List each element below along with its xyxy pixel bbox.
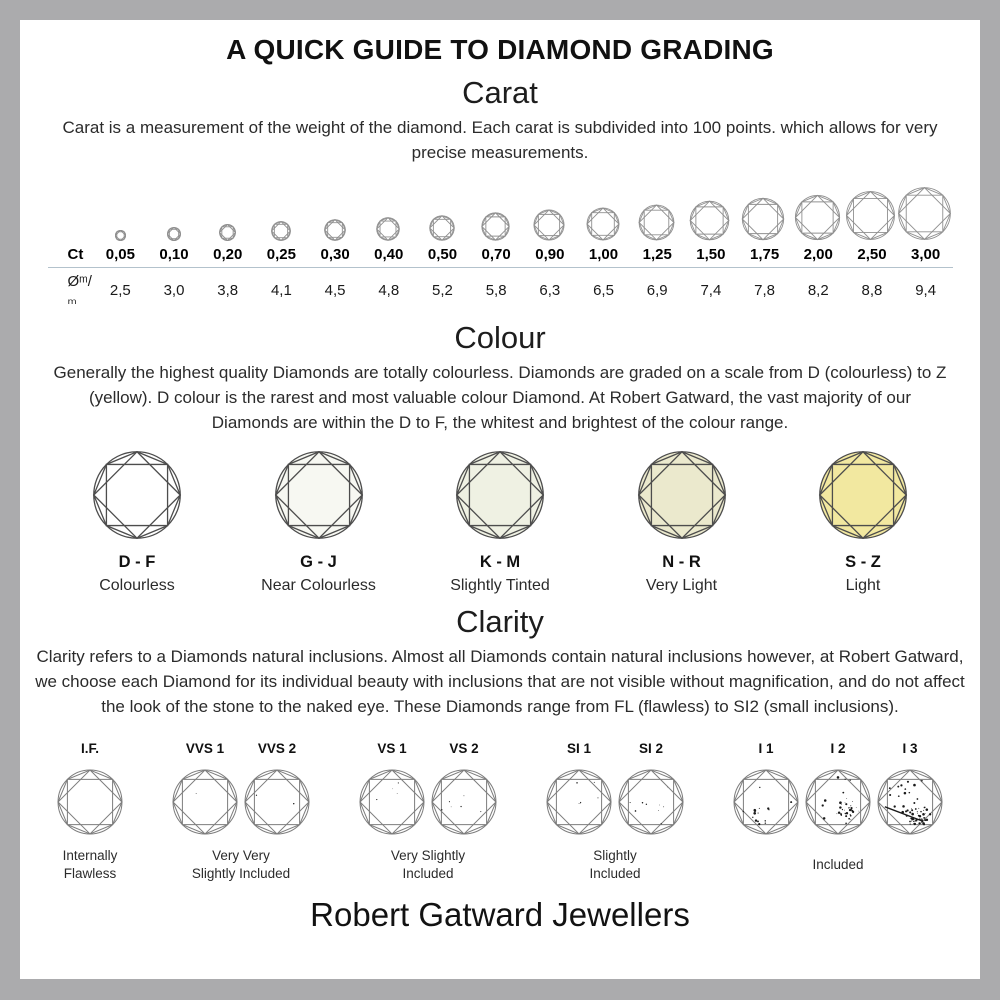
carat-size-row <box>48 183 953 241</box>
diameter-value: 3,8 <box>217 282 239 299</box>
diamond-size-icon <box>533 209 565 241</box>
carat-size-diamond <box>94 183 148 241</box>
diameter-value: 8,8 <box>861 282 883 299</box>
carat-value: 1,50 <box>696 246 726 263</box>
diamond-colour-icon <box>273 449 365 541</box>
diameter-value: 7,8 <box>754 282 776 299</box>
diamond-size-icon <box>115 230 126 241</box>
diamond-size-icon <box>167 227 181 241</box>
diameter-value: 5,8 <box>485 282 507 299</box>
diamond-clarity-icon <box>732 768 800 836</box>
carat-value: 2,50 <box>857 246 887 263</box>
clarity-group <box>56 741 124 884</box>
colour-grade-range: K - M <box>479 553 521 571</box>
carat-size-diamond <box>576 183 630 241</box>
carat-section <box>20 75 980 311</box>
clarity-group <box>358 741 498 884</box>
carat-value: 0,40 <box>374 246 404 263</box>
colour-grades-row <box>58 449 942 595</box>
clarity-group <box>545 741 685 884</box>
colour-grade-name: Light <box>845 577 881 594</box>
poster-content <box>20 20 980 979</box>
colour-grade-range: D - F <box>118 553 156 571</box>
colour-grade-range: G - J <box>300 553 337 571</box>
carat-value: 3,00 <box>911 246 941 263</box>
carat-value: 1,25 <box>642 246 672 263</box>
carat-value: 0,05 <box>105 246 135 263</box>
carat-row-label-ct: Ct <box>67 246 84 263</box>
colour-grade <box>603 449 761 595</box>
clarity-grade-description: Very Slightly Included <box>390 848 466 881</box>
diamond-size-icon <box>586 207 620 241</box>
clarity-grade-label: VS 1 <box>377 741 407 756</box>
diamond-size-icon <box>741 197 785 241</box>
diamond-clarity-icon <box>56 768 124 836</box>
carat-size-diamond <box>629 183 683 241</box>
page-title: A QUICK GUIDE TO DIAMOND GRADING <box>226 34 774 65</box>
carat-size-diamond <box>737 183 791 241</box>
clarity-description: Clarity refers to a Diamonds natural inclusions. Almost all Diamonds contain natural inclusions however, at Robert Gatward, we choose each Diamond for its individual beauty with inclusions that are not visible without magnification, and do not affect the look of the stone to the naked eye. These Diamonds range from FL (flawless) to SI2 (small inclusions). <box>35 647 965 716</box>
clarity-group <box>171 741 311 884</box>
clarity-grade-description: Internally Flawless <box>62 848 118 881</box>
diameter-value: 4,8 <box>378 282 400 299</box>
clarity-grade-label: VVS 1 <box>185 741 225 756</box>
carat-size-diamond <box>897 183 952 241</box>
diamond-size-icon <box>794 194 841 241</box>
diamond-size-icon <box>376 217 400 241</box>
diamond-colour-icon <box>454 449 546 541</box>
brand-footer: Robert Gatward Jewellers <box>310 896 690 933</box>
clarity-grade-description: Slightly Included <box>589 848 641 881</box>
diamond-size-icon <box>429 215 455 241</box>
diamond-clarity-icon <box>430 768 498 836</box>
clarity-group <box>732 741 944 884</box>
carat-value: 1,75 <box>749 246 780 263</box>
diamond-clarity-icon <box>876 768 944 836</box>
colour-section <box>20 320 980 595</box>
diamond-size-icon <box>845 190 896 241</box>
colour-grade <box>240 449 398 595</box>
carat-value: 0,10 <box>159 246 189 263</box>
clarity-grade <box>243 741 311 836</box>
colour-grade-name: Colourless <box>99 577 175 594</box>
clarity-grade <box>876 741 944 836</box>
diamond-clarity-icon <box>804 768 872 836</box>
diamond-size-icon <box>324 219 346 241</box>
clarity-heading: Clarity <box>456 604 544 639</box>
carat-value: 0,50 <box>427 246 458 263</box>
clarity-grades-row <box>56 741 944 884</box>
clarity-grade-description: Very Very Slightly Included <box>191 848 291 881</box>
clarity-grade <box>56 741 124 836</box>
clarity-grade <box>171 741 239 836</box>
carat-table-divider <box>48 267 953 268</box>
diameter-value: 7,4 <box>700 282 722 299</box>
diameter-value: 8,2 <box>807 282 829 299</box>
carat-value: 2,00 <box>803 246 833 263</box>
carat-value: 1,00 <box>588 246 619 263</box>
carat-size-diamond <box>361 183 415 241</box>
carat-size-diamond <box>469 183 523 241</box>
clarity-grade <box>804 741 872 836</box>
carat-size-diamond <box>522 183 576 241</box>
clarity-grade-label: VVS 2 <box>257 741 297 756</box>
colour-grade-name: Slightly Tinted <box>450 577 550 594</box>
diamond-clarity-icon <box>171 768 239 836</box>
carat-size-diamond <box>254 183 308 241</box>
colour-heading: Colour <box>454 320 546 355</box>
diamond-clarity-icon <box>617 768 685 836</box>
colour-grade-range: N - R <box>662 553 701 571</box>
colour-grade <box>58 449 216 595</box>
diameter-value: 6,3 <box>539 282 561 299</box>
diamond-colour-icon <box>817 449 909 541</box>
diamond-size-icon <box>481 212 510 241</box>
clarity-grade <box>358 741 426 836</box>
diamond-size-icon <box>897 186 952 241</box>
carat-size-diamond <box>790 183 844 241</box>
diamond-size-icon <box>638 204 675 241</box>
diamond-clarity-icon <box>243 768 311 836</box>
diamond-size-icon <box>271 221 291 241</box>
diamond-size-icon <box>689 200 730 241</box>
clarity-grade <box>545 741 613 836</box>
diameter-value: 3,0 <box>163 282 185 299</box>
diamond-colour-icon <box>91 449 183 541</box>
clarity-grade-label: I 1 <box>758 741 774 756</box>
diameter-value: 4,1 <box>270 282 292 299</box>
clarity-grade <box>732 741 800 836</box>
colour-grade <box>421 449 579 595</box>
carat-size-diamond <box>147 183 201 241</box>
diameter-value: 6,5 <box>593 282 614 299</box>
carat-value: 0,20 <box>213 246 243 263</box>
carat-size-diamond <box>308 183 362 241</box>
diameter-value: 4,5 <box>324 282 346 299</box>
diamond-size-icon <box>219 224 236 241</box>
diameter-value: 9,4 <box>915 282 937 299</box>
colour-grade <box>784 449 942 595</box>
clarity-section <box>20 604 980 884</box>
clarity-grade-label: SI 1 <box>566 741 591 756</box>
diameter-value: 2,5 <box>109 282 131 299</box>
carat-description: Carat is a measurement of the weight of the diamond. Each carat is subdivided into 100 points. which allows for very precise measurements. <box>62 118 938 162</box>
colour-grade-name: Very Light <box>645 577 718 594</box>
colour-grade-name: Near Colourless <box>261 577 376 594</box>
carat-row-label-diameter: Øᵐ/ₘ <box>67 273 92 308</box>
clarity-grade-label: I.F. <box>80 741 99 756</box>
carat-size-diamond <box>683 183 737 241</box>
carat-value: 0,30 <box>320 246 350 263</box>
clarity-grade-label: I 3 <box>902 741 918 756</box>
carat-value: 0,90 <box>535 246 565 263</box>
colour-description: Generally the highest quality Diamonds are totally colourless. Diamonds are graded on a scale from D (colourless) to Z (yellow). D colour is the rarest and most valuable colour Diamond. At Robert Gatward, the vast majority of our Diamonds are within the D to F, the whitest and brightest of the colour range. <box>53 363 947 432</box>
colour-grade-range: S - Z <box>845 553 881 571</box>
carat-size-diamond <box>201 183 255 241</box>
clarity-grade-label: SI 2 <box>638 741 663 756</box>
diamond-clarity-icon <box>358 768 426 836</box>
clarity-grade <box>430 741 498 836</box>
carat-size-diamond <box>844 183 898 241</box>
diameter-value: 5,2 <box>432 282 453 299</box>
clarity-grade <box>617 741 685 836</box>
diamond-clarity-icon <box>545 768 613 836</box>
carat-heading: Carat <box>462 75 538 110</box>
carat-size-diamond <box>415 183 469 241</box>
clarity-grade-description: Included <box>812 857 864 872</box>
carat-table-row-diameter <box>48 270 953 311</box>
diameter-value: 6,9 <box>646 282 668 299</box>
clarity-grade-label: I 2 <box>830 741 846 756</box>
carat-value: 0,25 <box>266 246 296 263</box>
carat-size-row-spacer <box>48 183 94 241</box>
carat-value: 0,70 <box>481 246 511 263</box>
carat-table-row-ct <box>48 243 953 266</box>
diamond-colour-icon <box>636 449 728 541</box>
clarity-grade-label: VS 2 <box>449 741 479 756</box>
